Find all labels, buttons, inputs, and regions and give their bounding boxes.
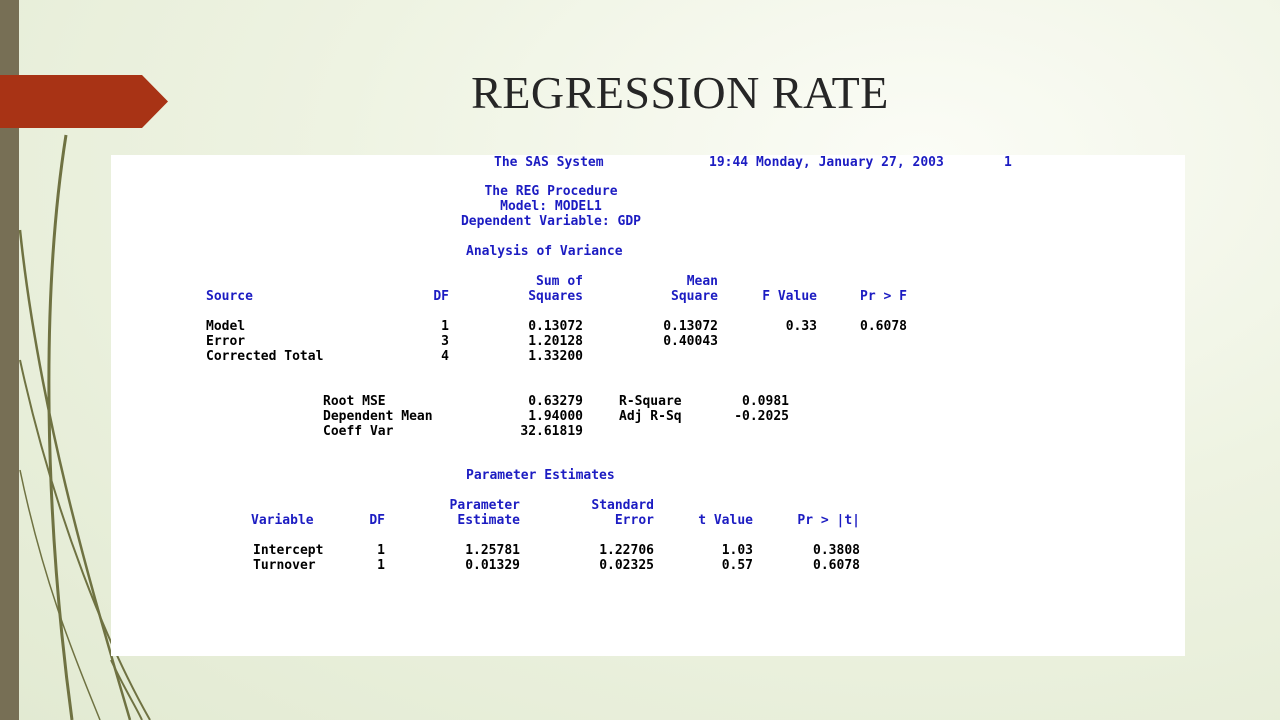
procedure-name: The REG Procedure <box>484 184 618 199</box>
param-p-value: 0.3808 <box>813 543 860 558</box>
dependent-mean-value: 1.94000 <box>528 409 583 424</box>
param-std-error: 1.22706 <box>599 543 654 558</box>
root-mse-value: 0.63279 <box>528 394 583 409</box>
anova-header-ss-top: Sum of <box>536 274 583 289</box>
params-header-variable: Variable <box>251 513 314 528</box>
page-number: 1 <box>1004 155 1012 170</box>
anova-header-ms-top: Mean <box>686 274 718 289</box>
r-square-label: R-Square <box>619 394 682 409</box>
sas-system-title: The SAS System <box>494 155 604 170</box>
params-heading: Parameter Estimates <box>466 468 615 483</box>
anova-source: Error <box>206 334 246 349</box>
anova-df: 3 <box>441 334 449 349</box>
anova-header-ss-bottom: Squares <box>528 289 583 304</box>
anova-ss: 1.20128 <box>528 334 583 349</box>
root-mse-label: Root MSE <box>323 394 386 409</box>
anova-f: 0.33 <box>785 319 817 334</box>
params-header-pr-t: Pr > |t| <box>797 513 860 528</box>
params-header-se-bottom: Error <box>614 513 654 528</box>
param-df: 1 <box>377 543 385 558</box>
params-header-df: DF <box>369 513 385 528</box>
coeff-var-value: 32.61819 <box>520 424 583 439</box>
param-p-value: 0.6078 <box>813 558 860 573</box>
anova-header-df: DF <box>433 289 449 304</box>
param-std-error: 0.02325 <box>599 558 654 573</box>
anova-heading: Analysis of Variance <box>466 244 623 259</box>
params-header-t-value: t Value <box>698 513 753 528</box>
param-t-value: 0.57 <box>721 558 753 573</box>
run-datetime: 19:44 Monday, January 27, 2003 <box>709 155 944 170</box>
dependent-variable: Dependent Variable: GDP <box>460 214 641 229</box>
param-t-value: 1.03 <box>721 543 753 558</box>
anova-df: 4 <box>441 349 449 364</box>
title-arrow-accent <box>0 75 168 128</box>
anova-header-f-value: F Value <box>762 289 817 304</box>
sas-output-panel <box>111 155 1185 656</box>
anova-ss: 0.13072 <box>528 319 583 334</box>
anova-header-pr-f: Pr > F <box>860 289 907 304</box>
params-header-se-top: Standard <box>591 498 654 513</box>
param-estimate: 0.01329 <box>465 558 520 573</box>
param-df: 1 <box>377 558 385 573</box>
r-square-value: 0.0981 <box>742 394 789 409</box>
anova-ms: 0.40043 <box>663 334 718 349</box>
model-name: Model: MODEL1 <box>500 199 602 214</box>
anova-p: 0.6078 <box>860 319 907 334</box>
adj-r-sq-label: Adj R-Sq <box>619 409 682 424</box>
adj-r-sq-value: -0.2025 <box>734 409 789 424</box>
anova-source: Model <box>206 319 246 334</box>
anova-header-source: Source <box>206 289 253 304</box>
dependent-mean-label: Dependent Mean <box>323 409 433 424</box>
param-variable: Turnover <box>253 558 316 573</box>
slide-title: REGRESSION RATE <box>471 67 889 118</box>
anova-ss: 1.33200 <box>528 349 583 364</box>
anova-source: Corrected Total <box>206 349 324 364</box>
param-variable: Intercept <box>253 543 324 558</box>
params-header-est-bottom: Estimate <box>457 513 520 528</box>
params-header-est-top: Parameter <box>449 498 520 513</box>
anova-ms: 0.13072 <box>663 319 718 334</box>
anova-header-ms-bottom: Square <box>671 289 718 304</box>
param-estimate: 1.25781 <box>465 543 520 558</box>
coeff-var-label: Coeff Var <box>323 424 394 439</box>
anova-df: 1 <box>441 319 449 334</box>
